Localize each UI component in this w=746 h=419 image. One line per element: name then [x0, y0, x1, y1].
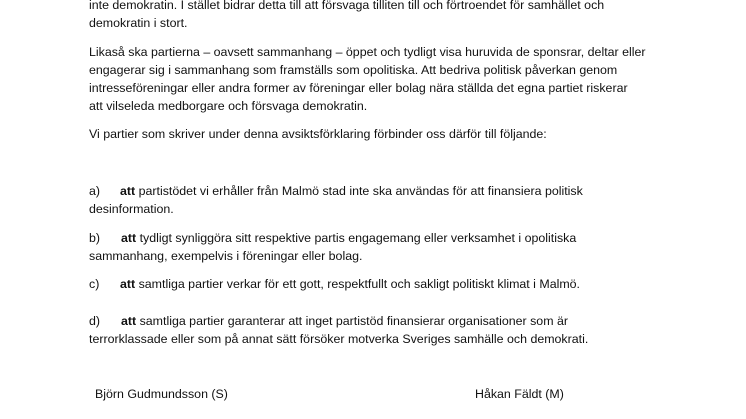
commitment-intro: Vi partier som skriver under denna avsiktsförklaring förbinder oss därför till följande:: [89, 127, 547, 141]
item-b-line-1: [121, 230, 576, 246]
sponsor-paragraph-line-3: intresseföreningar eller andra former av föreningar eller bolag nära ställda det egna partiet riskerar: [89, 81, 628, 95]
item-c-text: samtliga partier verkar för ett gott, respektfullt och sakligt politiskt klimat i Malmö.: [135, 277, 580, 291]
intro-tail-line-1: inte demokratin. I stället bidrar detta till att försvaga tilliten till och förtroendet för samhället och: [89, 0, 605, 12]
item-c-label: c): [89, 277, 100, 291]
item-d-text: samtliga partier garanterar att inget partistöd finansierar organisationer som är: [136, 314, 568, 328]
signature-left: Björn Gudmundsson (S): [95, 387, 228, 401]
item-c-keyword: att: [120, 277, 136, 291]
item-d-keyword: att: [121, 314, 137, 328]
item-d-line-2: terrorklassade eller som på annat sätt försöker motverka Sveriges samhälle och demokrati.: [89, 332, 589, 346]
item-a-label: a): [89, 184, 101, 198]
item-d-label: d): [89, 314, 101, 328]
item-c-line-1: [120, 276, 580, 292]
sponsor-paragraph-line-1: Likaså ska partierna – oavsett sammanhang – öppet och tydligt visa huruvida de sponsrar, deltar eller: [89, 45, 646, 59]
item-a-line-2: desinformation.: [89, 202, 174, 216]
item-b-text: tydligt synliggöra sitt respektive partis engagemang eller verksamhet i opolitiska: [136, 231, 577, 245]
item-a-keyword: att: [120, 184, 136, 198]
item-b-label: b): [89, 231, 101, 245]
intro-tail-line-2: demokratin i stort.: [89, 16, 188, 30]
item-d-line-1: [121, 313, 568, 329]
item-a-line-1: [120, 183, 583, 199]
signature-right: Håkan Fäldt (M): [475, 387, 564, 401]
item-b-keyword: att: [121, 231, 137, 245]
sponsor-paragraph-line-4: att vilseleda medborgare och försvaga demokratin.: [89, 99, 368, 113]
item-a-text: partistödet vi erhåller från Malmö stad inte ska användas för att finansiera politisk: [135, 184, 583, 198]
sponsor-paragraph-line-2: engagerar sig i sammanhang som framställs som opolitiska. Att bedriva politisk påverkan genom: [89, 63, 618, 77]
item-b-line-2: sammanhang, exempelvis i föreningar eller bolag.: [89, 249, 363, 263]
